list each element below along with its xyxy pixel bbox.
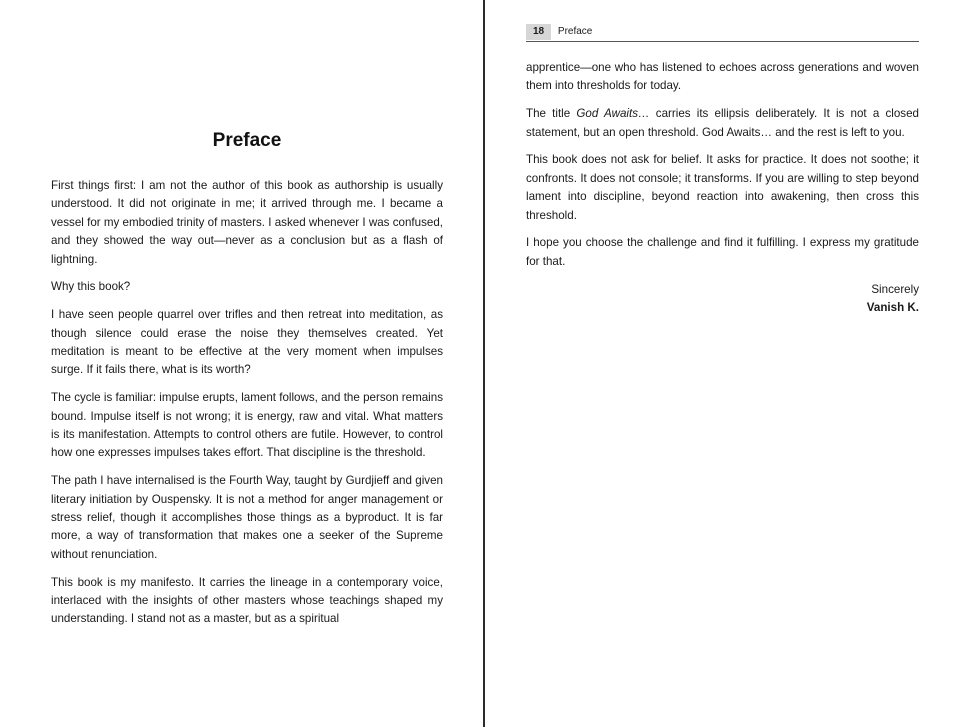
paragraph [526,105,919,142]
right-page [485,0,969,727]
paragraph: This book is my manifesto. It carries the lineage in a contemporary voice, interlaced with the insights of other masters whose teachings shaped my understanding. I stand not as a master, but as a spiritual [51,575,443,626]
left-page-body [51,177,443,638]
page-number: 18 [526,24,551,40]
paragraph: This book does not ask for belief. It asks for practice. It does not soothe; it confronts. It does not console; it transforms. If you are willing to step beyond lament into discipline, beyond reaction into awakening, then cross this threshold. [526,153,919,222]
paragraph: I have seen people quarrel over trifles and then retreat into meditation, as though silence could erase the noise they themselves created. Yet meditation is meant to be effective at the very moment when impulses surge. If it fails there, what is its worth? [51,308,443,377]
paragraph: First things first: I am not the author of this book as authorship is usually understood. It did not originate in me; it arrived through me. I became a vessel for my embodied trinity of masters. I asked whenever I was confused, and they showed the way out—never as a conclusion but as a flash of lightning. [51,179,443,266]
paragraph: Why this book? [51,280,131,294]
signoff [526,281,919,318]
paragraph: The path I have internalised is the Fourth Way, taught by Gurdjieff and given literary initiation by Ouspensky. It is not a method for anger management or stress relief, though it accomplishes those things as a byproduct. It is far more, a way of transformation that makes one a seeker of the Supreme without renunciation. [51,474,443,561]
text-run: The title [526,107,577,121]
book-title: God Awaits… [576,107,650,121]
text-run: carries its ellipsis deliberately. It is not a closed statement, but an open threshold. God Awaits… and the rest is left to you. [526,107,919,139]
chapter-title: Preface [212,130,282,151]
signature: Vanish K. [866,301,919,315]
running-title: Preface [557,26,593,37]
running-header [526,24,919,42]
closing: Sincerely [871,282,919,296]
paragraph: apprentice—one who has listened to echoes across generations and woven them into thresholds for today. [526,61,919,93]
paragraph: I hope you choose the challenge and find it fulfilling. I express my gratitude for that. [526,236,919,268]
left-page [0,0,483,727]
right-page-body [526,59,919,317]
paragraph: The cycle is familiar: impulse erupts, lament follows, and the person remains bound. Impulse itself is not wrong; it is energy, raw and vital. What matters is its manifestation. Attempts to control others are futile. However, to control how one expresses impulses takes effort. That discipline is the threshold. [51,391,443,460]
